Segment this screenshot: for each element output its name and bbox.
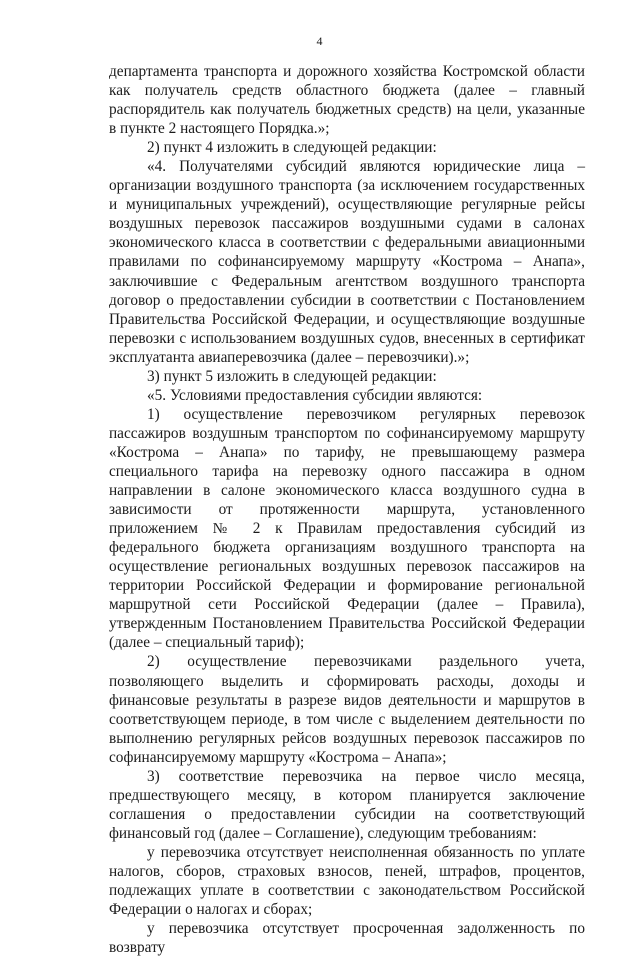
paragraph-9: у перевозчика отсутствует неисполненная обязанность по уплате налогов, сборов, страховых взносов, пеней, штрафов, процентов, подлежащих уплате в соответствии с законодательством Российской Федерации о налогах и сборах; <box>109 843 585 919</box>
paragraph-10: у перевозчика отсутствует просроченная задолженность по возврату <box>109 920 585 957</box>
paragraph-1: департамента транспорта и дорожного хозяйства Костромской области как получатель средств областного бюджета (далее – главный распорядитель как получатель бюджетных средств) на цели, указанные в пункте 2 настоящего Порядка.»; <box>109 63 585 138</box>
paragraph-3: «4. Получателями субсидий являются юридические лица – организации воздушного транспорта (за исключением государственных и муниципальных учреждений), осуществляющие регулярные рейсы воздушных перевозок пассажиров воздушными судами в салонах экономического класса в соответствии с федеральными авиационными правилами по софинансируемому маршруту «Кострома – Анапа», заключившие с Федеральным агентством воздушного транспорта договор о предоставлении субсидии в соответствии с Постановлением Правительства Российской Федерации, и осуществляющие воздушные перевозки с использованием воздушных судов, внесенных в сертификат эксплуатанта авиаперевозчика (далее – перевозчики).»; <box>109 158 585 366</box>
paragraph-5: «5. Условиями предоставления субсидии являются: <box>147 386 483 404</box>
paragraph-8: 3) соответствие перевозчика на первое число месяца, предшествующего месяцу, в котором планируется заключение соглашения о предоставлении субсидии на соответствующий финансовый год (далее – Соглашение), следующим требованиям: <box>109 767 585 842</box>
paragraph-7: 2) осуществление перевозчиками раздельного учета, позволяющего выделить и сформировать расходы, доходы и финансовые результаты в разрезе видов деятельности и маршрутов в соответствующем периоде, в том числе с выделением деятельности по выполнению регулярных рейсов воздушных перевозок пассажиров по софинансируемому маршруту «Кострома – Анапа»; <box>109 653 585 766</box>
page-number: 4 <box>316 34 323 48</box>
paragraph-6: 1) осуществление перевозчиком регулярных перевозок пассажиров воздушным транспортом по софинансируемому маршруту «Кострома – Анапа» по тарифу, не превышающему размера специального тарифа на перевозку одного пассажира в одном направлении в салоне экономического класса воздушного судна в зависимости от протяженности маршрута, установленного приложением № 2 к Правилам предоставления субсидий из федерального бюджета организациям воздушного транспорта на осуществление региональных воздушных перевозок пассажиров на территории Российской Федерации и формирование региональной маршрутной сети Российской Федерации (далее – Правила), утвержденным Постановлением Правительства Российской Федерации (далее – специальный тариф); <box>109 405 585 652</box>
paragraph-4: 3) пункт 5 изложить в следующей редакции: <box>147 367 437 385</box>
document-body <box>109 62 585 957</box>
paragraph-2: 2) пункт 4 изложить в следующей редакции: <box>147 139 437 157</box>
